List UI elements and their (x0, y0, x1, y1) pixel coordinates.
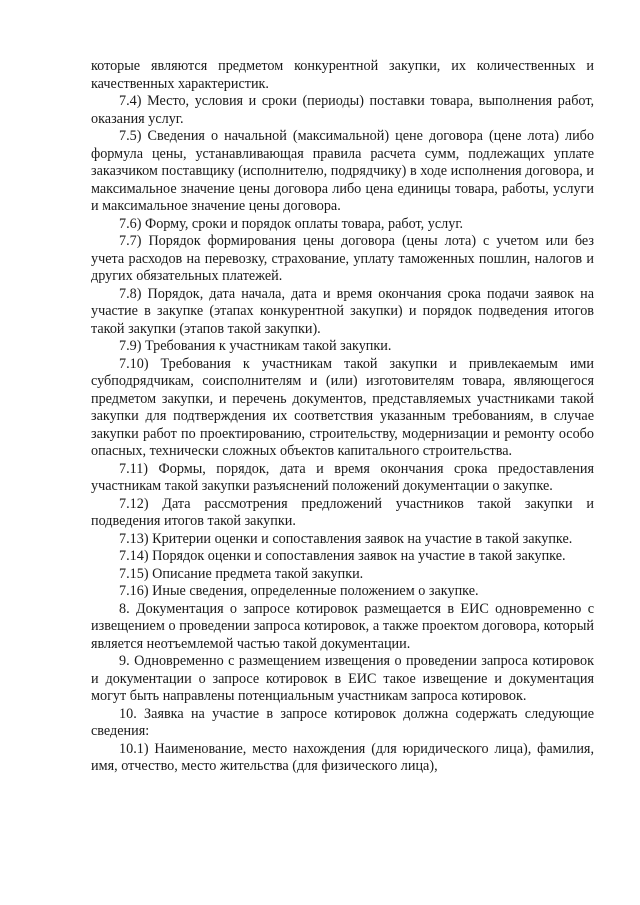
paragraph-7-16: 7.16) Иные сведения, определенные положением о закупке. (119, 583, 479, 599)
paragraph-8: 8. Документация о запросе котировок размещается в ЕИС одновременно с извещением о проведении запроса котировок, а также проектом договора, который является неотъемлемой частью такой документации. (91, 600, 594, 652)
paragraph-10: 10. Заявка на участие в запросе котировок должна содержать следующие сведения: (91, 705, 594, 739)
paragraph-7-9: 7.9) Требования к участникам такой закупки. (119, 338, 392, 354)
paragraph-characteristics-continuation: которые являются предметом конкурентной закупки, их количественных и качественных характеристик. (91, 58, 594, 92)
paragraph-7-4: 7.4) Место, условия и сроки (периоды) поставки товара, выполнения работ, оказания услуг. (91, 93, 594, 127)
paragraph-7-7: 7.7) Порядок формирования цены договора (цены лота) с учетом или без учета расходов на перевозку, страхование, уплату таможенных пошлин, налогов и других обязательных платежей. (91, 233, 594, 284)
paragraph-7-14: 7.14) Порядок оценки и сопоставления заявок на участие в такой закупке. (119, 548, 566, 564)
paragraph-7-10: 7.10) Требования к участникам такой закупки и привлекаемым ими субподрядчикам, соисполнителям и (или) изготовителям товара, являющегося предметом закупки, и перечень документов, представляемых участниками такой закупки для подтверждения их соответствия указанным требованиям, в случае закупки работ по проектированию, строительству, модернизации и ремонту особо опасных, технически сложных объектов капитального строительства. (91, 355, 594, 459)
paragraph-10-1: 10.1) Наименование, место нахождения (для юридического лица), фамилия, имя, отчество, место жительства (для физического лица), (91, 740, 594, 774)
paragraph-7-12: 7.12) Дата рассмотрения предложений участников такой закупки и подведения итогов такой закупки. (91, 495, 594, 529)
paragraph-7-8: 7.8) Порядок, дата начала, дата и время окончания срока подачи заявок на участие в закупке (этапах конкурентной закупки) и порядок подведения итогов такой закупки (этапов такой закупки). (91, 285, 594, 337)
paragraph-7-11: 7.11) Формы, порядок, дата и время окончания срока предоставления участникам такой закупки разъяснений положений документации о закупке. (91, 460, 594, 494)
document-text (91, 58, 594, 776)
paragraph-7-13: 7.13) Критерии оценки и сопоставления заявок на участие в такой закупке. (119, 530, 573, 547)
paragraph-7-5: 7.5) Сведения о начальной (максимальной) цене договора (цене лота) либо формула цены, устанавливающая правила расчета сумм, подлежащих уплате заказчиком поставщику (исполнителю, подрядчику) в ходе исполнения договора, и максимальное значение цены договора либо цена единицы товара, работы, услуги и максимальное значение цены договора. (91, 128, 594, 214)
paragraph-7-15: 7.15) Описание предмета такой закупки. (119, 565, 364, 582)
paragraph-9: 9. Одновременно с размещением извещения о проведении запроса котировок и документации о запросе котировок в ЕИС такое извещение и документация могут быть направлены потенциальным участникам запроса котировок. (91, 653, 594, 704)
paragraph-7-6: 7.6) Форму, сроки и порядок оплаты товара, работ, услуг. (119, 215, 464, 232)
